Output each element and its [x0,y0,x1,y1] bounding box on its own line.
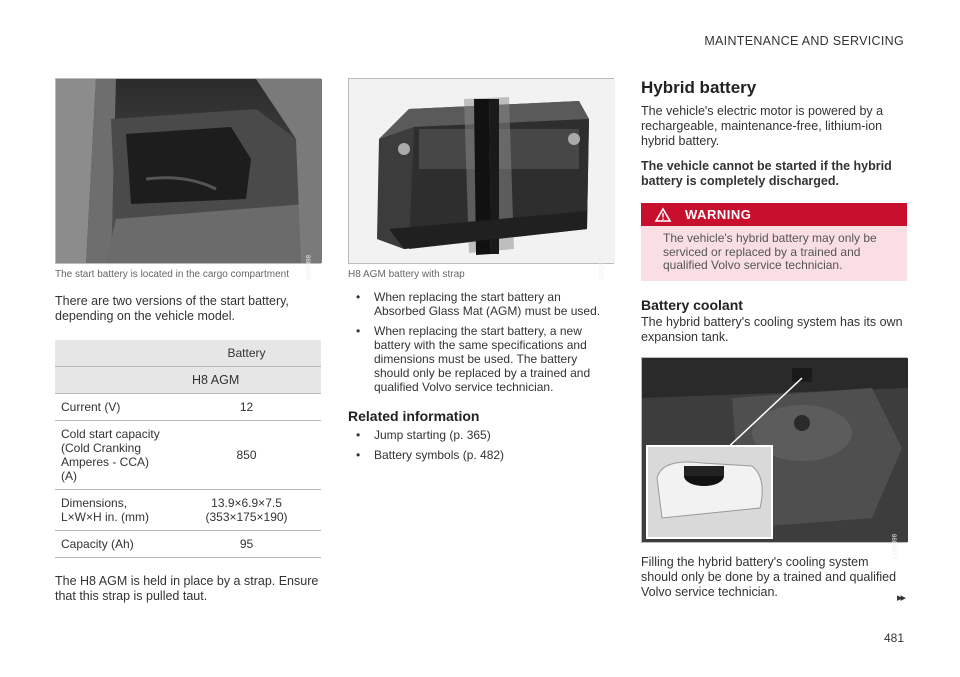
list-item [348,324,614,394]
page-number: 481 [883,631,904,645]
coolant-text: The hybrid battery's cooling system has its own expansion tank. [641,314,903,344]
row-value: 850 [172,421,321,490]
continued-arrow-icon: ▸▸ [896,592,904,604]
warning-text: The vehicle's hybrid battery may only be serviced or replaced by a trained and qualified Volvo service technician. [641,226,907,281]
column-left [55,78,321,604]
row-value: 13.9×6.9×7.5 (353×175×190) [172,490,321,531]
section-header: MAINTENANCE AND SERVICING [704,34,904,48]
bullet-icon: • [356,290,361,304]
table-row [55,421,321,490]
related-link[interactable] [348,428,614,442]
image-code: G052973 [600,255,606,280]
battery-spec-table [55,340,321,558]
row-label: Dimensions, L×W×H in. (mm) [55,490,172,531]
warning-triangle-icon [641,208,685,222]
battery-coolant-heading: Battery coolant [641,296,743,313]
column-middle [348,78,614,468]
related-links [348,428,614,462]
table-sub-header: H8 AGM [172,367,321,394]
list-item-text: When replacing the start battery an Absorbed Glass Mat (AGM) must be used. [374,290,601,318]
image-caption: H8 AGM battery with strap [348,269,465,280]
row-value: 12 [172,394,321,421]
related-link-text[interactable]: Battery symbols (p. 482) [374,448,505,462]
warning-label: WARNING [685,207,752,222]
image-code: G050498 [307,255,313,280]
table-corner [55,340,172,367]
coolant-tank-photo [641,357,907,559]
table-column-header: Battery [172,340,321,367]
image-caption: The start battery is located in the cargo compartment [55,269,289,280]
related-link[interactable] [348,448,614,462]
warning-header [641,203,907,226]
list-item-text: When replacing the start battery, a new battery with the same specifications and dimensions must be used. The battery should only be replaced by a trained and qualified Volvo service technician. [374,324,591,394]
bullet-icon: • [356,448,361,462]
list-item [348,290,614,318]
strap-note: The H8 AGM is held in place by a strap. Ensure that this strap is pulled taut. [55,574,319,603]
replacement-notes [348,290,614,394]
row-value: 95 [172,531,321,558]
discharge-note: The vehicle cannot be started if the hybrid battery is completely discharged. [641,159,892,188]
row-label: Current (V) [55,394,172,421]
table-row [55,531,321,558]
table-row [55,394,321,421]
intro-paragraph: There are two versions of the start battery, depending on the vehicle model. [55,294,289,323]
table-corner-sub [55,367,172,394]
table-row [55,490,321,531]
coolant-caption: Filling the hybrid battery's cooling system should only be done by a trained and qualified Volvo service technician. [641,554,897,599]
row-label: Capacity (Ah) [55,531,172,558]
bullet-icon: • [356,324,361,338]
row-label: Cold start capacity (Cold Cranking Amperes - CCA) (A) [55,421,172,490]
column-right [641,78,907,600]
related-link-text[interactable]: Jump starting (p. 365) [374,428,491,442]
image-code: G056398 [893,533,899,559]
hybrid-battery-title: Hybrid battery [641,78,757,97]
hybrid-intro: The vehicle's electric motor is powered by a rechargeable, maintenance-free, lithium-ion hybrid battery. [641,104,884,148]
related-information-heading: Related information [348,408,480,424]
bullet-icon: • [356,428,361,442]
